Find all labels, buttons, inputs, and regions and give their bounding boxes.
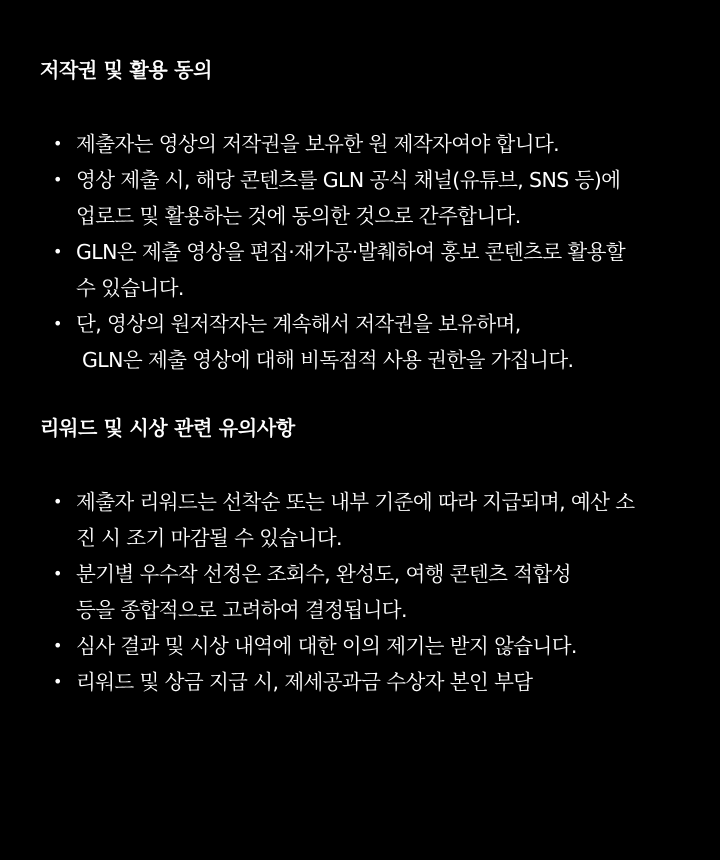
list-item-text: • 제출자는 영상의 저작권을 보유한 원 제작자여야 합니다.: [76, 132, 560, 156]
reward-bullet-list: [40, 484, 690, 700]
section-title-copyright: 저작권 및 활용 동의: [40, 58, 213, 82]
list-item-text-continued: GLN은 제출 영상에 대해 비독점적 사용 권한을 가집니다.: [82, 348, 574, 372]
list-item-text: • 분기별 우수작 선정은 조회수, 완성도, 여행 콘텐츠 적합성: [76, 562, 571, 586]
list-item: [40, 556, 690, 628]
list-item: [40, 162, 690, 234]
list-item-text: • 심사 결과 및 시상 내역에 대한 이의 제기는 받지 않습니다.: [76, 634, 577, 658]
list-item-text: • 영상 제출 시, 해당 콘텐츠를 GLN 공식 채널(유튜브, SNS 등)에: [76, 168, 621, 192]
list-item: [40, 484, 690, 556]
list-item: [40, 234, 690, 306]
list-item-text: • 리워드 및 상금 지급 시, 제세공과금 수상자 본인 부담: [76, 670, 533, 694]
list-item: [40, 664, 690, 700]
list-item-text-continued: 업로드 및 활용하는 것에 동의한 것으로 간주합니다.: [76, 204, 521, 228]
list-item-text-continued: 수 있습니다.: [76, 276, 184, 300]
list-item: [40, 628, 690, 664]
reward-notice-section: [40, 414, 690, 700]
list-item-text: • GLN은 제출 영상을 편집·재가공·발췌하여 홍보 콘텐츠로 활용할: [76, 240, 626, 264]
list-item: [40, 126, 690, 162]
list-item: [40, 306, 690, 378]
list-item-text: • 제출자 리워드는 선착순 또는 내부 기준에 따라 지급되며, 예산 소: [76, 490, 635, 514]
list-item-text-continued: 등을 종합적으로 고려하여 결정됩니다.: [76, 598, 407, 622]
copyright-consent-section: [40, 56, 690, 378]
section-title-reward: 리워드 및 시상 관련 유의사항: [40, 416, 295, 440]
copyright-bullet-list: [40, 126, 690, 378]
list-item-text-continued: 진 시 조기 마감될 수 있습니다.: [76, 526, 342, 550]
list-item-text: • 단, 영상의 원저작자는 계속해서 저작권을 보유하며,: [76, 312, 521, 336]
